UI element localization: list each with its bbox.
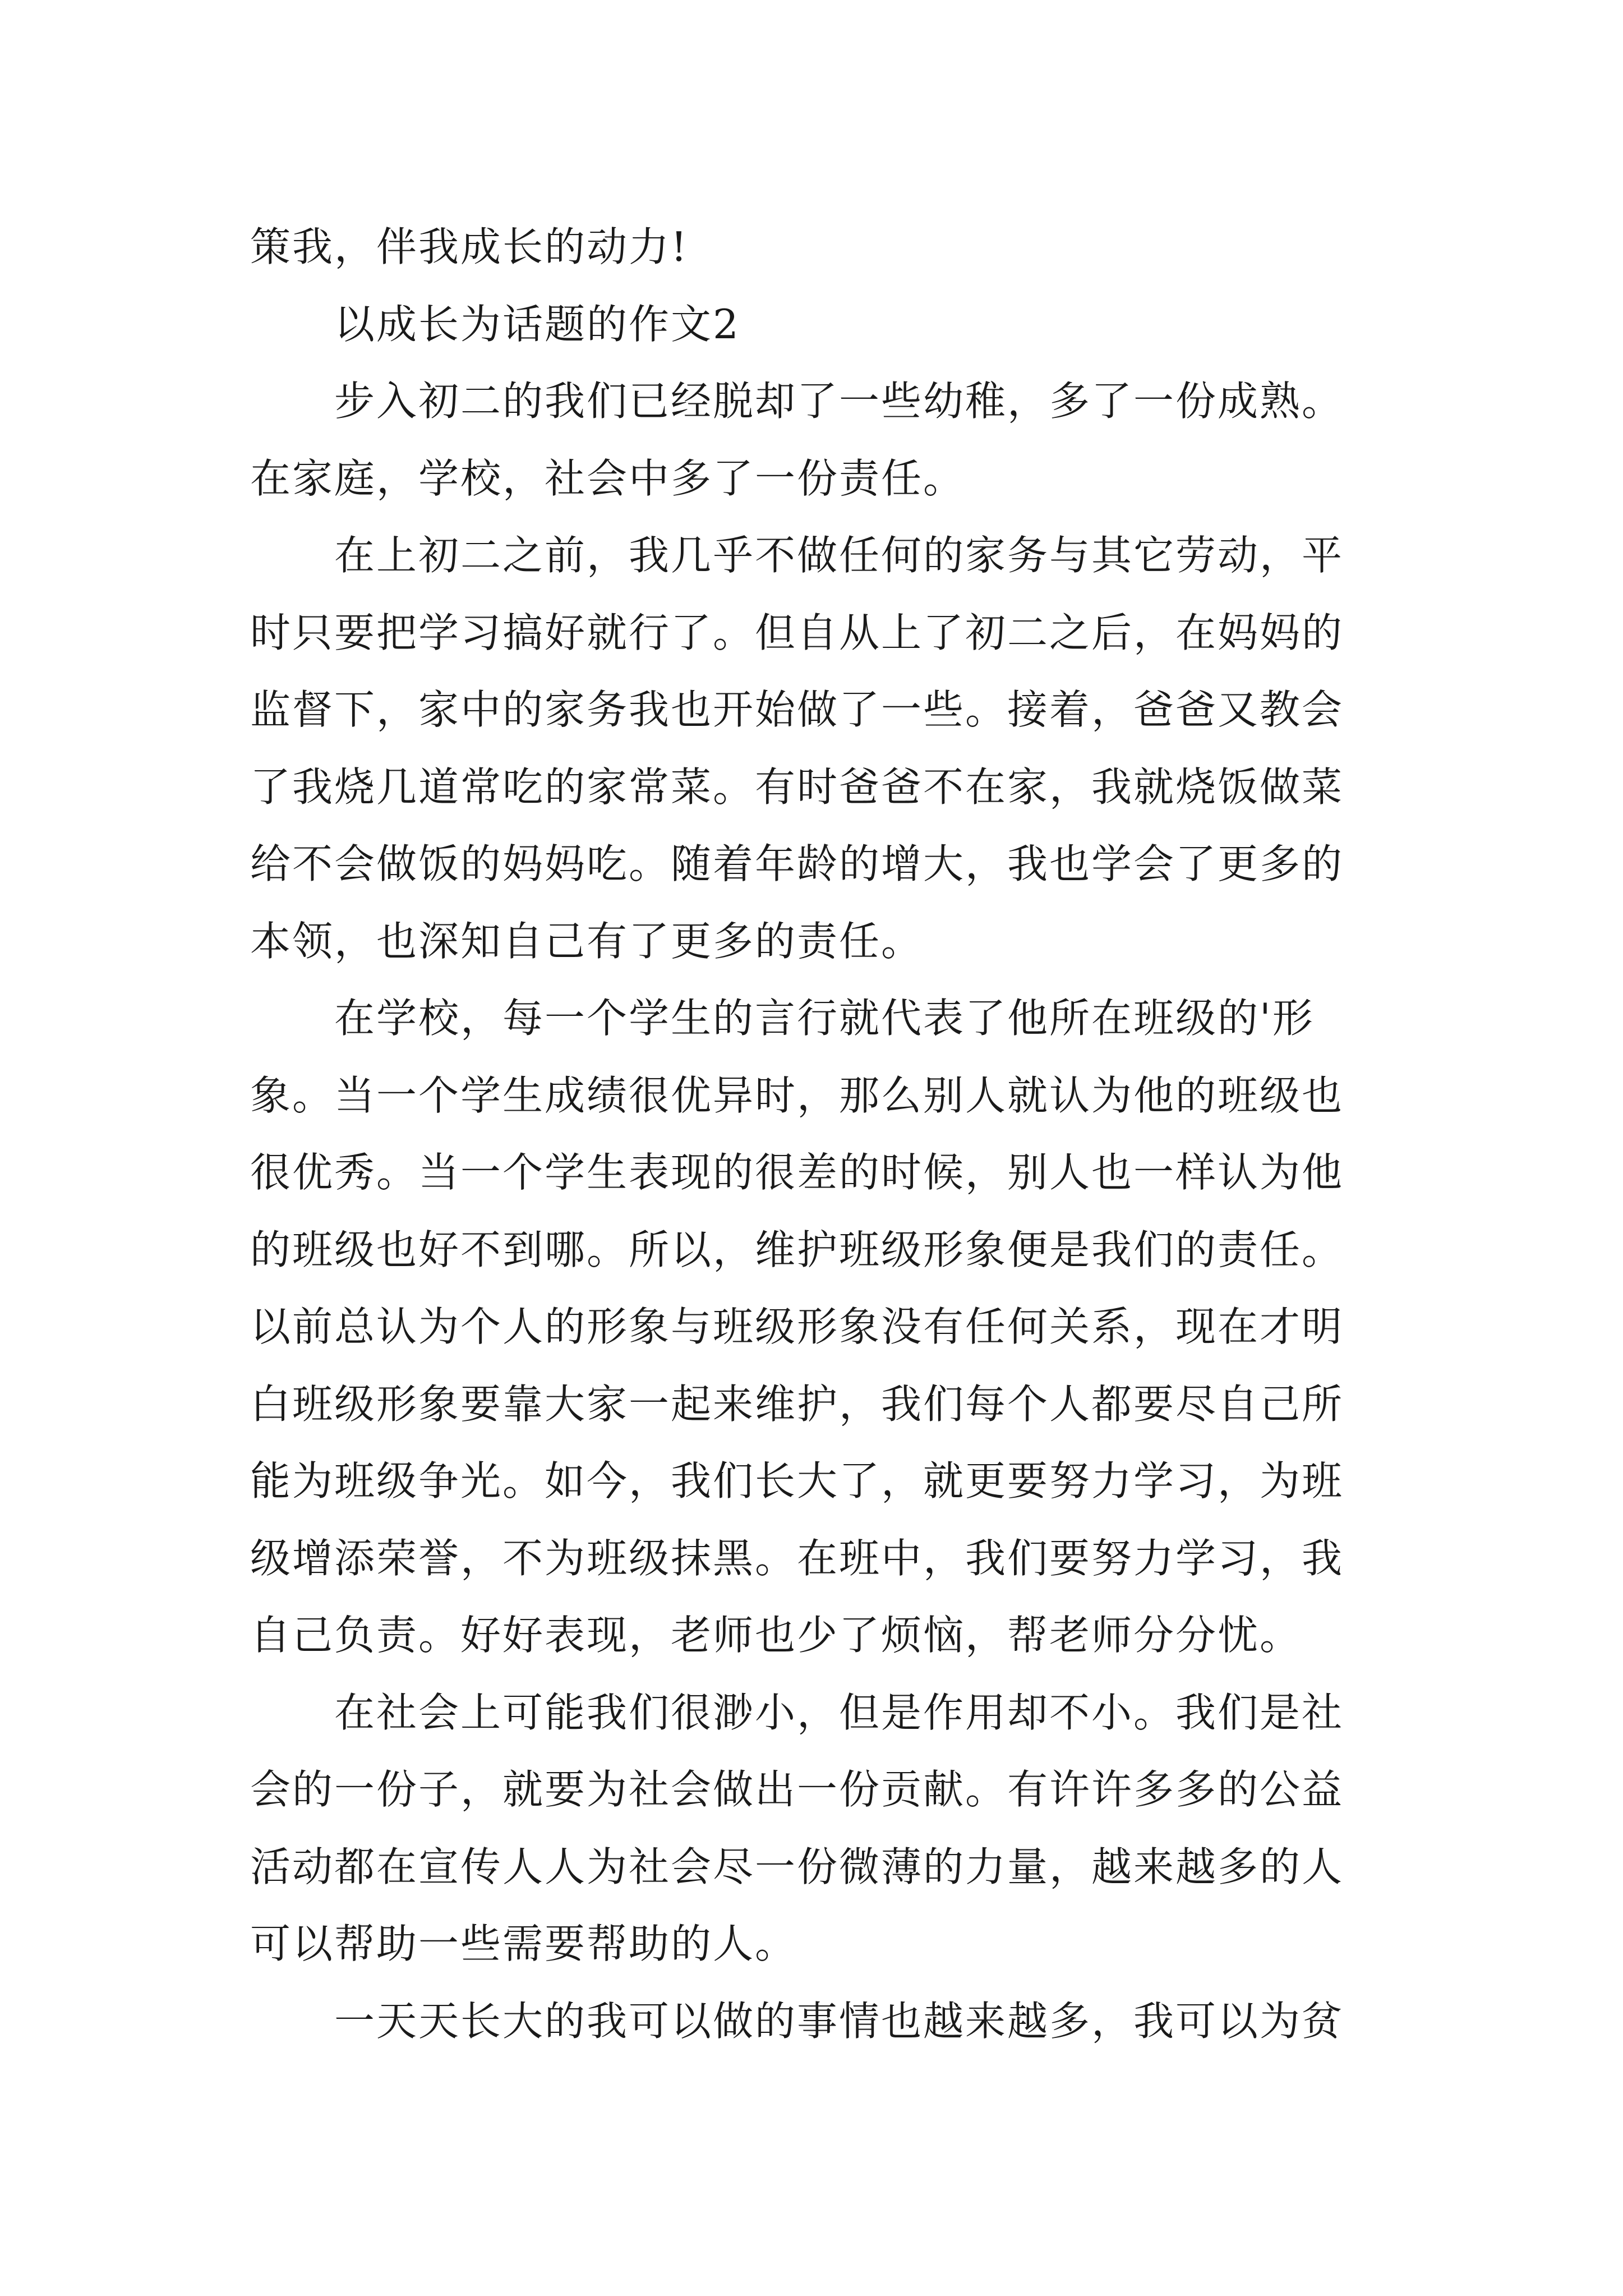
paragraph-first-line: 在社会上可能我们很渺小，但是作用却不小。我们是社 [334, 1688, 1344, 1736]
text-line: 给不会做饭的妈妈吃。随着年龄的增大，我也学会了更多的 [250, 840, 1344, 887]
text-line: 白班级形象要靠大家一起来维护，我们每个人都要尽自己所 [250, 1380, 1344, 1428]
text-line: 活动都在宣传人人为社会尽一份微薄的力量，越来越多的人 [250, 1843, 1344, 1890]
paragraph-first-line: 步入初二的我们已经脱却了一些幼稚，多了一份成熟。 [334, 378, 1344, 425]
text-line: 时只要把学习搞好就行了。但自从上了初二之后，在妈妈的 [250, 609, 1344, 656]
text-line: 级增添荣誉，不为班级抹黑。在班中，我们要努力学习，我 [250, 1534, 1344, 1582]
text-line: 象。当一个学生成绩很优异时，那么别人就认为他的班级也 [250, 1071, 1344, 1119]
text-line: 了我烧几道常吃的家常菜。有时爸爸不在家，我就烧饭做菜 [250, 763, 1344, 811]
text-line: 以前总认为个人的形象与班级形象没有任何关系，现在才明 [250, 1303, 1344, 1350]
text-line: 可以帮助一些需要帮助的人。 [250, 1920, 797, 1967]
paragraph-first-line: 以成长为话题的作文2 [334, 300, 740, 348]
text-line: 监督下，家中的家务我也开始做了一些。接着，爸爸又教会 [250, 686, 1344, 733]
essay-text-block [250, 209, 1394, 2060]
text-line: 很优秀。当一个学生表现的很差的时候，别人也一样认为他 [250, 1149, 1344, 1196]
text-line: 本领，也深知自己有了更多的责任。 [250, 917, 924, 965]
paragraph-first-line: 一天天长大的我可以做的事情也越来越多，我可以为贫 [334, 1997, 1344, 2045]
text-line: 自己负责。好好表现，老师也少了烦恼，帮老师分分忧。 [250, 1612, 1302, 1659]
text-line: 在家庭，学校，社会中多了一份责任。 [250, 454, 966, 502]
text-line: 会的一份子，就要为社会做出一份贡献。有许许多多的公益 [250, 1766, 1344, 1813]
paragraph-first-line: 在上初二之前，我几乎不做任何的家务与其它劳动，平 [334, 532, 1344, 579]
text-line: 能为班级争光。如今，我们长大了，就更要努力学习，为班 [250, 1457, 1344, 1504]
text-line: 的班级也好不到哪。所以，维护班级形象便是我们的责任。 [250, 1226, 1344, 1273]
text-line: 策我，伴我成长的动力! [250, 223, 689, 270]
paragraph-first-line: 在学校，每一个学生的言行就代表了他所在班级的'形 [334, 995, 1315, 1042]
